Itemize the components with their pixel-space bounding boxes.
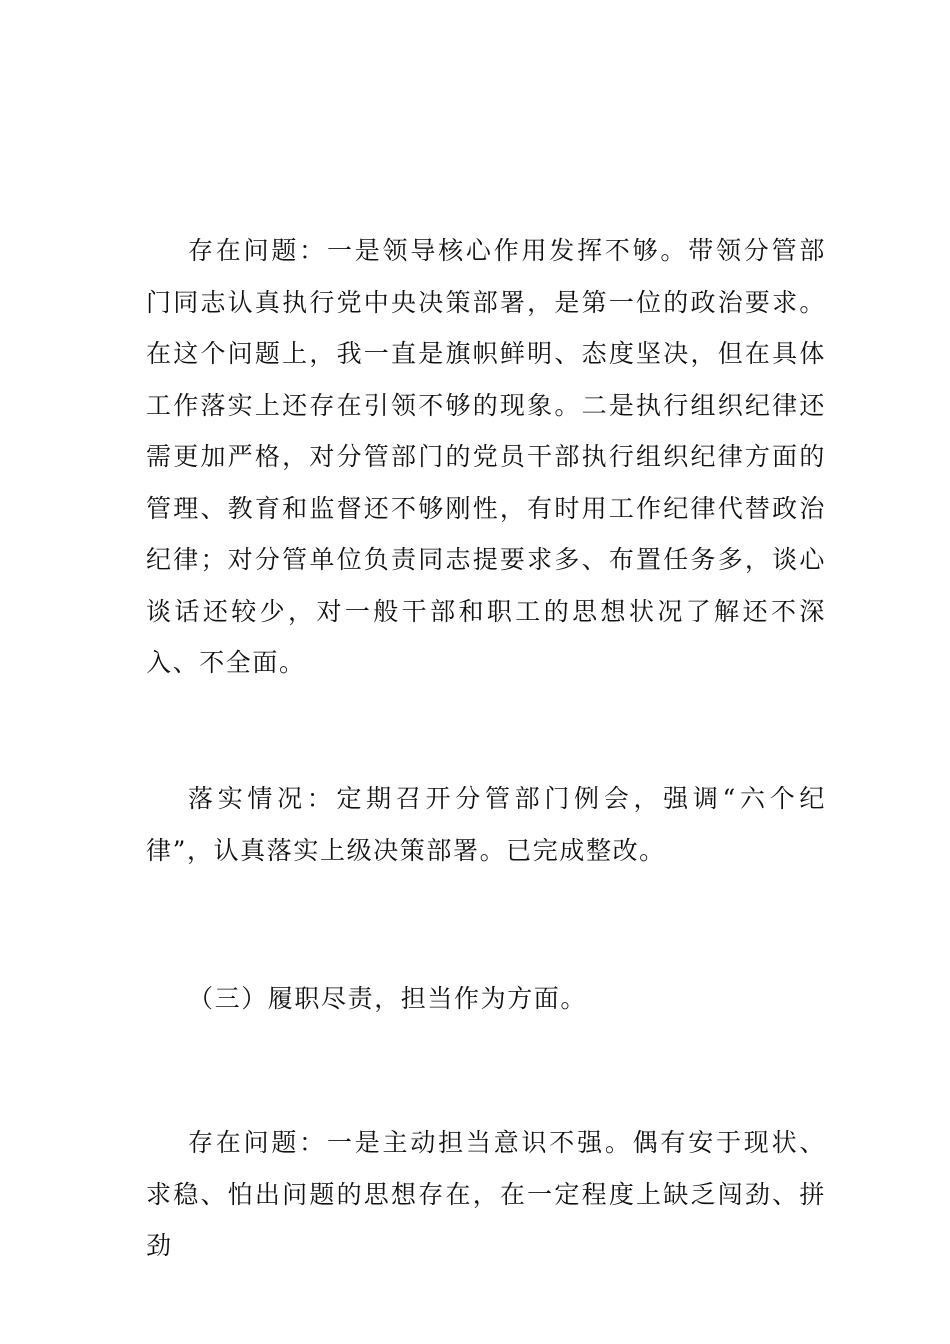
paragraph-problem-responsibility: 存在问题：一是主动担当意识不强。偶有安于现状、求稳、怕出问题的思想存在，在一定程度上缺乏闯劲、拼劲 xyxy=(146,1128,826,1260)
paragraph-implementation-status: 落实情况：定期召开分管部门例会，强调“六个纪律”，认真落实上级决策部署。已完成整改。 xyxy=(146,784,826,865)
paragraph-problem-leadership: 存在问题：一是领导核心作用发挥不够。带领分管部门同志认真执行党中央决策部署，是第一位的政治要求。在这个问题上，我一直是旗帜鲜明、态度坚决，但在具体工作落实上还存在引领不够的现象。二是执行组织纪律还需更加严格，对分管部门的党员干部执行组织纪律方面的管理、教育和监督还不够刚性，有时用工作纪律代替政治纪律；对分管单位负责同志提要求多、布置任务多，谈心谈话还较少，对一般干部和职工的思想状况了解还不深入、不全面。 xyxy=(146,236,826,677)
section-heading-duty: （三）履职尽责，担当作为方面。 xyxy=(188,984,588,1013)
